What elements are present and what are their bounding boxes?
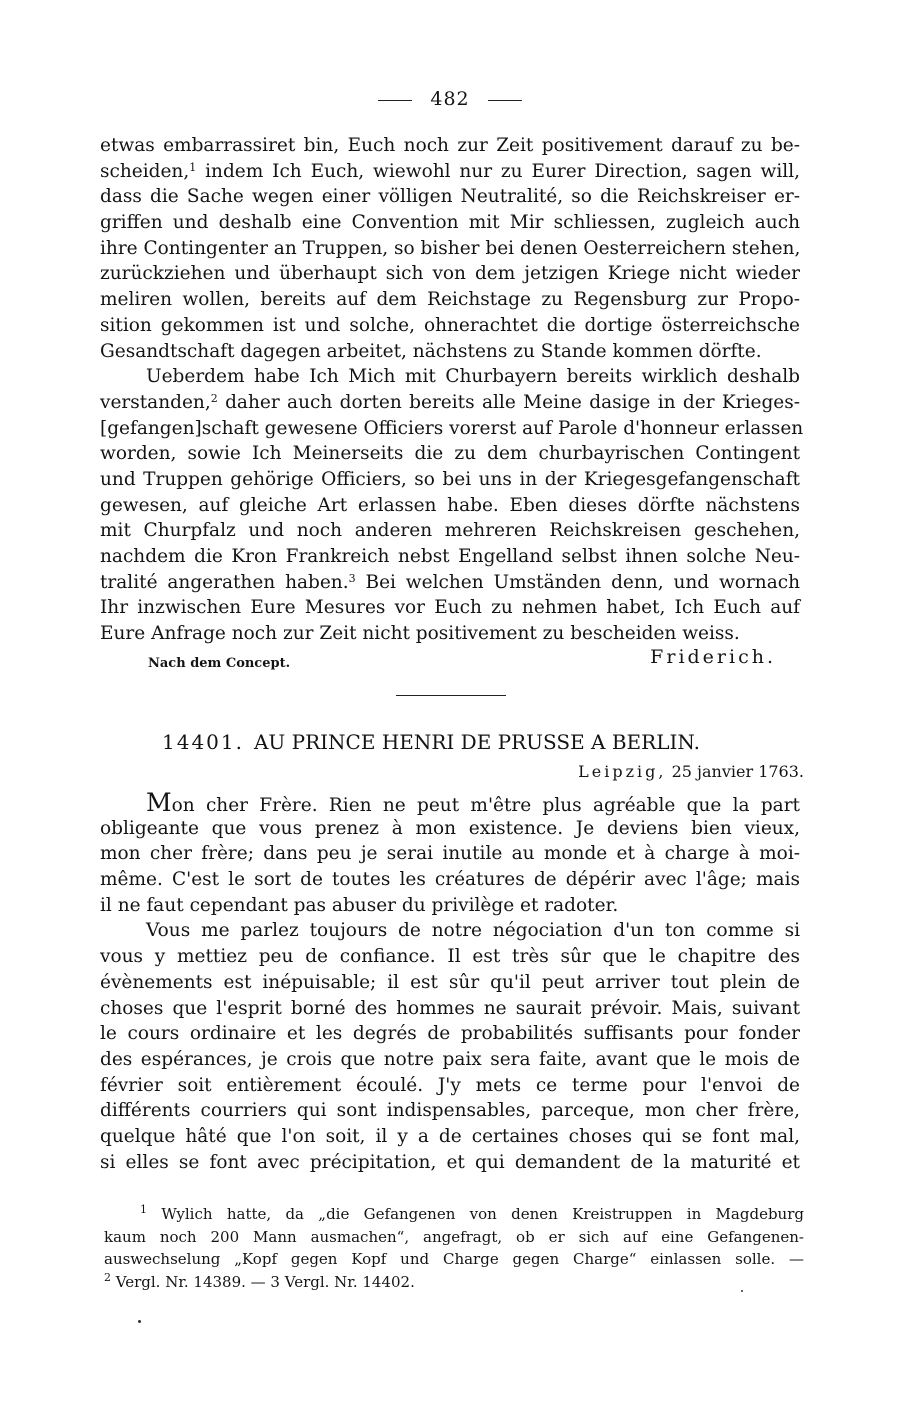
text-line: quelque hâté que l'on soit, il y a de certaines choses qui se font mal,	[100, 1125, 800, 1147]
text-line: griffen und deshalb eine Convention mit Mir schliessen, zugleich auch	[100, 212, 800, 234]
text-line: même. C'est le sort de toutes les créatures de dépérir avec l'âge; mais	[100, 869, 800, 891]
text-line: scheiden,$^1$ indem Ich Euch, wiewohl nur zu Eurer Direction, sagen will,	[100, 160, 800, 182]
signature: Friderich.	[650, 646, 776, 668]
footnote-number: 1	[140, 1203, 147, 1216]
text-line: sition gekommen ist und solche, ohnerachtet die dortige österreichsche	[100, 314, 800, 336]
header-dash-left	[378, 100, 412, 101]
footnote-marker: 1	[189, 160, 197, 174]
letter-title: AU PRINCE HENRI DE PRUSSE A BERLIN.	[253, 730, 700, 754]
footnote-marker: 3	[348, 571, 356, 585]
section-divider	[396, 695, 506, 696]
date-value: 25 janvier 1763.	[671, 762, 804, 781]
letter-dateline	[578, 762, 804, 781]
print-speck	[138, 1320, 141, 1323]
print-speck	[741, 1290, 743, 1292]
footnote-number: 2	[104, 1270, 111, 1284]
header-dash-right	[488, 100, 522, 101]
text-line: worden, sowie Ich Meinerseits die zu dem churbayrischen Contingent	[100, 443, 800, 465]
text-line: février soit entièrement écoulé. J'y mets ce terme pour l'envoi de	[100, 1074, 800, 1096]
text-line: nachdem die Kron Frankreich nebst Engelland selbst ihnen solche Neu-	[100, 546, 800, 567]
text-line: und Truppen gehörige Officiers, so bei uns in der Kriegesgefangenschaft	[100, 468, 800, 490]
text-line: verstanden,$^2$ daher auch dorten bereits alle Meine dasige in der Krieges-	[100, 391, 800, 413]
text-line: Gesandtschaft dagegen arbeitet, nächstens zu Stande kommen dörfte.	[100, 340, 762, 362]
page-header	[0, 88, 900, 110]
text-line: Ihr inzwischen Eure Mesures vor Euch zu nehmen habet, Ich Euch auf	[100, 597, 800, 619]
footnote-line: $^2$ Vergl. Nr. 14389. — 3 Vergl. Nr. 14402.	[104, 1270, 415, 1291]
footnote-marker: 2	[210, 391, 218, 405]
text-line: des espérances, je crois que notre paix sera faite, avant que le mois de	[100, 1048, 800, 1070]
date-place: Leipzig,	[578, 762, 667, 781]
upper-letter-text	[100, 133, 804, 647]
text-line: Vous me parlez toujours de notre négociation d'un ton comme si	[146, 920, 800, 942]
footnote-line: auswechselung „Kopf gegen Kopf und Charge gegen Charge“ einlassen solle. —	[104, 1250, 804, 1268]
text-line: dass die Sache wegen einer völligen Neutralité, so die Reichskreiser er-	[100, 186, 800, 208]
concept-note: Nach dem Concept.	[148, 656, 291, 671]
text-line: Eure Anfrage noch zur Zeit nicht positivement zu bescheiden weiss.	[100, 623, 740, 645]
letter-number: 14401.	[162, 730, 244, 754]
footnote-line: kaum noch 200 Mann ausmachen“, angefragt, ob er sich auf eine Gefangenen-	[104, 1227, 804, 1246]
text-line: mit Churpfalz und noch anderen mehreren Reichskreisen geschehen,	[100, 520, 800, 542]
initial-letter: M	[146, 788, 172, 817]
text-line: Mon cher Frère. Rien ne peut m'être plus agréable que la part	[146, 788, 800, 817]
text-line: vous y mettiez peu de confiance. Il est très sûr que le chapitre des	[100, 946, 800, 968]
letter-body	[100, 790, 800, 1175]
text-line: différents courriers qui sont indispensables, parceque, mon cher frère,	[100, 1100, 800, 1122]
text-line: obligeante que vous prenez à mon existence. Je deviens bien vieux,	[100, 817, 800, 839]
text-line: choses que l'esprit borné des hommes ne saurait prévoir. Mais, suivant	[100, 997, 800, 1019]
text-line: ihre Contingenter an Truppen, so bisher bei denen Oesterreichern stehen,	[100, 237, 801, 259]
text-line: zurückziehen und überhaupt sich von dem jetzigen Kriege nicht wieder	[100, 263, 800, 285]
footnote-line: $^1$ Wylich hatte, da „die Gefangenen von denen Kreistruppen in Magdeburg	[140, 1203, 804, 1223]
page-number: 482	[430, 88, 470, 110]
text-line: il ne faut cependant pas abuser du privilège et radoter.	[100, 894, 619, 916]
text-line: si elles se font avec précipitation, et qui demandent de la maturité et	[100, 1151, 800, 1173]
text-line: etwas embarrassiret bin, Euch noch zur Zeit positivement darauf zu be-	[100, 135, 800, 156]
text-line: le cours ordinaire et les degrés de probabilités suffisants pour fonder	[100, 1023, 800, 1045]
text-line: meliren wollen, bereits auf dem Reichstage zu Regensburg zur Propo-	[100, 289, 800, 311]
text-line: [gefangen]schaft gewesene Officiers vorerst auf Parole d'honneur erlassen	[100, 417, 804, 439]
footnotes	[104, 1203, 804, 1293]
text-line: mon cher frère; dans peu je serai inutile au monde et à charge à moi-	[100, 843, 800, 865]
letter-heading	[162, 730, 700, 754]
text-line: gewesen, auf gleiche Art erlassen habe. Eben dieses dörfte nächstens	[100, 494, 800, 516]
signoff	[100, 646, 800, 672]
text-line: évènements est inépuisable; il est sûr qu'il peut arriver tout plein de	[100, 971, 800, 993]
text-line: Ueberdem habe Ich Mich mit Churbayern bereits wirklich deshalb	[146, 366, 800, 388]
text-line: tralité angerathen haben.$^3$ Bei welchen Umständen denn, und wornach	[100, 571, 801, 593]
